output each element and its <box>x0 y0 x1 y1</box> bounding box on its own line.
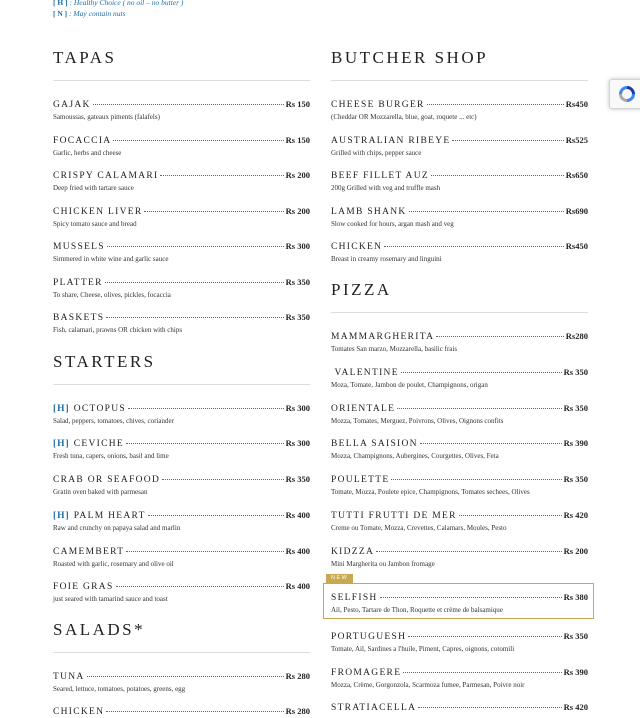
healthy-tag: [H] <box>53 511 70 521</box>
dot-leader <box>106 711 283 712</box>
item-name: ORIENTALE <box>331 404 396 414</box>
item-desc: Creme ou Tomate, Mozza, Crevettes, Calamars, Moules, Pesto <box>331 524 507 532</box>
dot-leader <box>401 372 562 373</box>
item-desc: Raw and crunchy on papaya salad and marlin <box>53 524 181 532</box>
dot-leader <box>403 672 561 673</box>
item-desc: Salad, peppers, tomatoes, chives, coriander <box>53 417 174 425</box>
healthy-tag: [H] <box>53 404 70 414</box>
menu-item <box>331 545 588 569</box>
item-desc: Deep fried with tartare sauce <box>53 184 134 192</box>
dot-leader <box>128 408 284 409</box>
item-name: CEVICHE <box>73 439 124 449</box>
item-desc: Mozza, Tomates, Merguez, Poivrons, Olives, Oignons confits <box>331 417 504 425</box>
item-name: FOIE GRAS <box>53 582 114 592</box>
menu-item <box>331 402 588 426</box>
item-name: FOCACCIA <box>53 136 112 146</box>
item-price: Rs 400 <box>285 581 310 591</box>
menu-item <box>331 630 588 654</box>
item-price: Rs650 <box>565 170 588 180</box>
dot-leader <box>431 175 564 176</box>
menu-item <box>53 205 310 229</box>
item-name: MAMMARGHERITA <box>331 332 435 342</box>
recaptcha-icon <box>617 84 637 104</box>
menu-item <box>53 509 310 533</box>
dot-leader <box>126 443 284 444</box>
menu-item <box>331 330 588 354</box>
dot-leader <box>160 175 283 176</box>
dot-leader <box>408 636 561 637</box>
section-title-salads: SALADS* <box>53 620 146 639</box>
menu-item <box>53 670 310 694</box>
item-price: Rs 350 <box>563 474 588 484</box>
section-title-butcher-shop: BUTCHER SHOP <box>331 48 489 67</box>
item-desc: Spicy tomato sauce and bread <box>53 220 137 228</box>
section-divider <box>331 80 588 81</box>
legend-h-key: [ H ] <box>53 0 68 7</box>
item-desc: Roasted with garlic, rosemary and olive oil <box>53 560 174 568</box>
dot-leader <box>436 336 564 337</box>
item-name: CHEESE BURGER <box>331 100 425 110</box>
dot-leader <box>116 586 284 587</box>
item-name: CAMEMBERT <box>53 547 125 557</box>
menu-item <box>53 545 310 569</box>
dot-leader <box>126 551 283 552</box>
legend <box>53 0 183 19</box>
menu-item <box>53 473 310 497</box>
dot-leader <box>144 211 283 212</box>
item-name: OCTOPUS <box>73 404 126 414</box>
item-desc: just seared with tamarind sauce and toast <box>53 595 168 603</box>
dot-leader <box>113 140 283 141</box>
menu-item <box>331 666 588 690</box>
item-price: Rs 390 <box>563 438 588 448</box>
item-price: Rs 350 <box>563 367 588 377</box>
dot-leader <box>452 140 563 141</box>
item-name: STRATIACELLA <box>331 703 417 713</box>
menu-item <box>53 98 310 122</box>
menu-item <box>53 240 310 264</box>
menu-item <box>53 580 310 604</box>
item-desc: Ail, Pesto, Tartare de Thon, Roquette et crème de balsamique <box>331 606 503 614</box>
item-price: Rs 390 <box>563 667 588 677</box>
item-price: Rs 300 <box>285 241 310 251</box>
legend-n-text: : May contain nuts <box>69 9 126 18</box>
item-name: CRAB OR SEAFOOD <box>53 475 161 485</box>
menu-item <box>331 205 588 229</box>
item-desc: Tomates San marzo, Mozzarella, basilic frais <box>331 345 458 353</box>
item-name: SELFISH <box>331 593 378 603</box>
item-price: Rs 200 <box>285 170 310 180</box>
item-price: Rs 200 <box>563 546 588 556</box>
menu-item <box>331 473 588 497</box>
item-desc: Simmered in white wine and garlic sauce <box>53 255 169 263</box>
section-divider <box>53 80 310 81</box>
healthy-tag: [H] <box>53 439 70 449</box>
dot-leader <box>420 443 562 444</box>
legend-h-text: : Healthy Choice ( no oil – no butter ) <box>69 0 184 7</box>
item-price: Rs 350 <box>285 312 310 322</box>
item-desc: Mini Margherita ou Jambon fromage <box>331 560 435 568</box>
item-price: Rs690 <box>565 206 588 216</box>
item-name: LAMB SHANK <box>331 207 407 217</box>
recaptcha-badge[interactable] <box>609 79 640 109</box>
item-name: BELLA SAISION <box>331 439 418 449</box>
menu-item <box>331 169 588 193</box>
item-price: Rs 420 <box>563 702 588 712</box>
menu-item <box>53 276 310 300</box>
item-price: Rs 420 <box>563 510 588 520</box>
item-name: CHICKEN LIVER <box>53 207 143 217</box>
item-desc: To share, Cheese, olives, pickles, focaccia <box>53 291 171 299</box>
section-divider <box>53 384 310 385</box>
dot-leader <box>93 104 284 105</box>
item-price: Rs450 <box>565 241 588 251</box>
section-butcher-shop <box>331 48 588 68</box>
legend-n-key: [ N ] <box>53 9 68 18</box>
section-salads <box>53 620 310 640</box>
dot-leader <box>87 676 284 677</box>
section-starters <box>53 352 310 372</box>
item-name: PLATTER <box>53 278 103 288</box>
featured-highlight-box <box>323 583 594 619</box>
item-price: Rs280 <box>565 331 588 341</box>
section-title-pizza: PIZZA <box>331 280 392 299</box>
item-desc: Fresh tuna, capers, onions, basil and lime <box>53 452 169 460</box>
item-price: Rs 150 <box>285 99 310 109</box>
menu-item <box>53 705 310 718</box>
section-title-tapas: TAPAS <box>53 48 117 67</box>
item-price: Rs 400 <box>285 510 310 520</box>
item-price: Rs 280 <box>285 671 310 681</box>
menu-item <box>53 134 310 158</box>
menu-item <box>331 98 588 122</box>
item-name: CHICKEN <box>53 707 105 717</box>
dot-leader <box>427 104 564 105</box>
section-title-starters: STARTERS <box>53 352 156 371</box>
item-name: BASKETS <box>53 313 105 323</box>
menu-item <box>331 509 588 533</box>
dot-leader <box>418 707 561 708</box>
item-name: FROMAGERE <box>331 668 402 678</box>
item-desc: Garlic, herbs and cheese <box>53 149 122 157</box>
menu-item <box>331 240 588 264</box>
dot-leader <box>409 211 564 212</box>
item-name: TUNA <box>53 672 85 682</box>
item-name: BEEF FILLET AUZ <box>331 171 429 181</box>
item-price: Rs 350 <box>285 277 310 287</box>
dot-leader <box>162 479 284 480</box>
new-badge: NEW <box>326 574 353 583</box>
item-price: Rs 150 <box>285 135 310 145</box>
item-price: Rs 350 <box>563 631 588 641</box>
item-price: Rs 350 <box>285 474 310 484</box>
section-tapas <box>53 48 310 68</box>
section-divider <box>331 312 588 313</box>
item-name: VALENTINE <box>331 368 399 378</box>
menu-item <box>53 311 310 335</box>
section-pizza <box>331 280 588 300</box>
item-name: PORTUGUESH <box>331 632 407 642</box>
item-name: GAJAK <box>53 100 91 110</box>
item-price: Rs 280 <box>285 706 310 716</box>
item-name: TUTTI FRUTTI DE MER <box>331 511 457 521</box>
menu-item <box>53 437 310 461</box>
dot-leader <box>107 246 284 247</box>
item-name: AUSTRALIAN RIBEYE <box>331 136 451 146</box>
item-name: PALM HEART <box>73 511 146 521</box>
menu-item <box>331 366 588 390</box>
item-desc: Seared, lettuce, tomatoes, potatoes, greens, egg <box>53 685 186 693</box>
item-desc: Moza, Tomate, Jambon de poulet, Champignons, origan <box>331 381 488 389</box>
item-name: CHICKEN <box>331 242 383 252</box>
dot-leader <box>105 282 284 283</box>
menu-item <box>53 169 310 193</box>
item-desc: Tomate, Ail, Sardines a l'huile, Piment, Capres, oignons, cotomili <box>331 645 515 653</box>
item-price: Rs 350 <box>563 403 588 413</box>
item-desc: Slow cooked for hours, argan mash and veg <box>331 220 454 228</box>
section-divider <box>53 652 310 653</box>
item-name: MUSSELS <box>53 242 105 252</box>
dot-leader <box>391 479 561 480</box>
item-desc: Grilled with chips, pepper sauce <box>331 149 422 157</box>
item-price: Rs 380 <box>563 592 588 602</box>
dot-leader <box>397 408 561 409</box>
item-price: Rs 300 <box>285 438 310 448</box>
item-desc: Fish, calamari, prawns OR chicken with chips <box>53 326 183 334</box>
item-desc: (Cheddar OR Mozzarella, blue, goat, roquete ... etc) <box>331 113 477 121</box>
dot-leader <box>106 317 283 318</box>
dot-leader <box>384 246 563 247</box>
item-desc: 200g Grilled with veg and truffle mash <box>331 184 441 192</box>
item-name: CRISPY CALAMARI <box>53 171 159 181</box>
menu-item <box>331 437 588 461</box>
dot-leader <box>148 515 284 516</box>
menu-item <box>53 402 310 426</box>
item-desc: Samoussas, gateaux piments (falafels) <box>53 113 160 121</box>
item-desc: Breast in creamy rosemary and linguini <box>331 255 442 263</box>
item-name: POULETTE <box>331 475 390 485</box>
item-desc: Gratin oven baked with parmesan <box>53 488 148 496</box>
item-desc: Mozza, Crème, Gorgonzola, Scarmoza fumee, Parmesan, Poivre noir <box>331 681 525 689</box>
item-desc: Mozza, Champignons, Aubergines, Courgettes, Olives, Feta <box>331 452 499 460</box>
item-price: Rs 200 <box>285 206 310 216</box>
menu-item <box>331 134 588 158</box>
item-price: Rs 300 <box>285 403 310 413</box>
dot-leader <box>459 515 562 516</box>
item-name: KIDZZA <box>331 547 375 557</box>
menu-item <box>331 701 588 714</box>
item-desc: Tomate, Mozza, Poulete epice, Champignons, Tomates sechees, Olives <box>331 488 530 496</box>
item-price: Rs 400 <box>285 546 310 556</box>
item-price: Rs450 <box>565 99 588 109</box>
dot-leader <box>376 551 562 552</box>
item-price: Rs525 <box>565 135 588 145</box>
